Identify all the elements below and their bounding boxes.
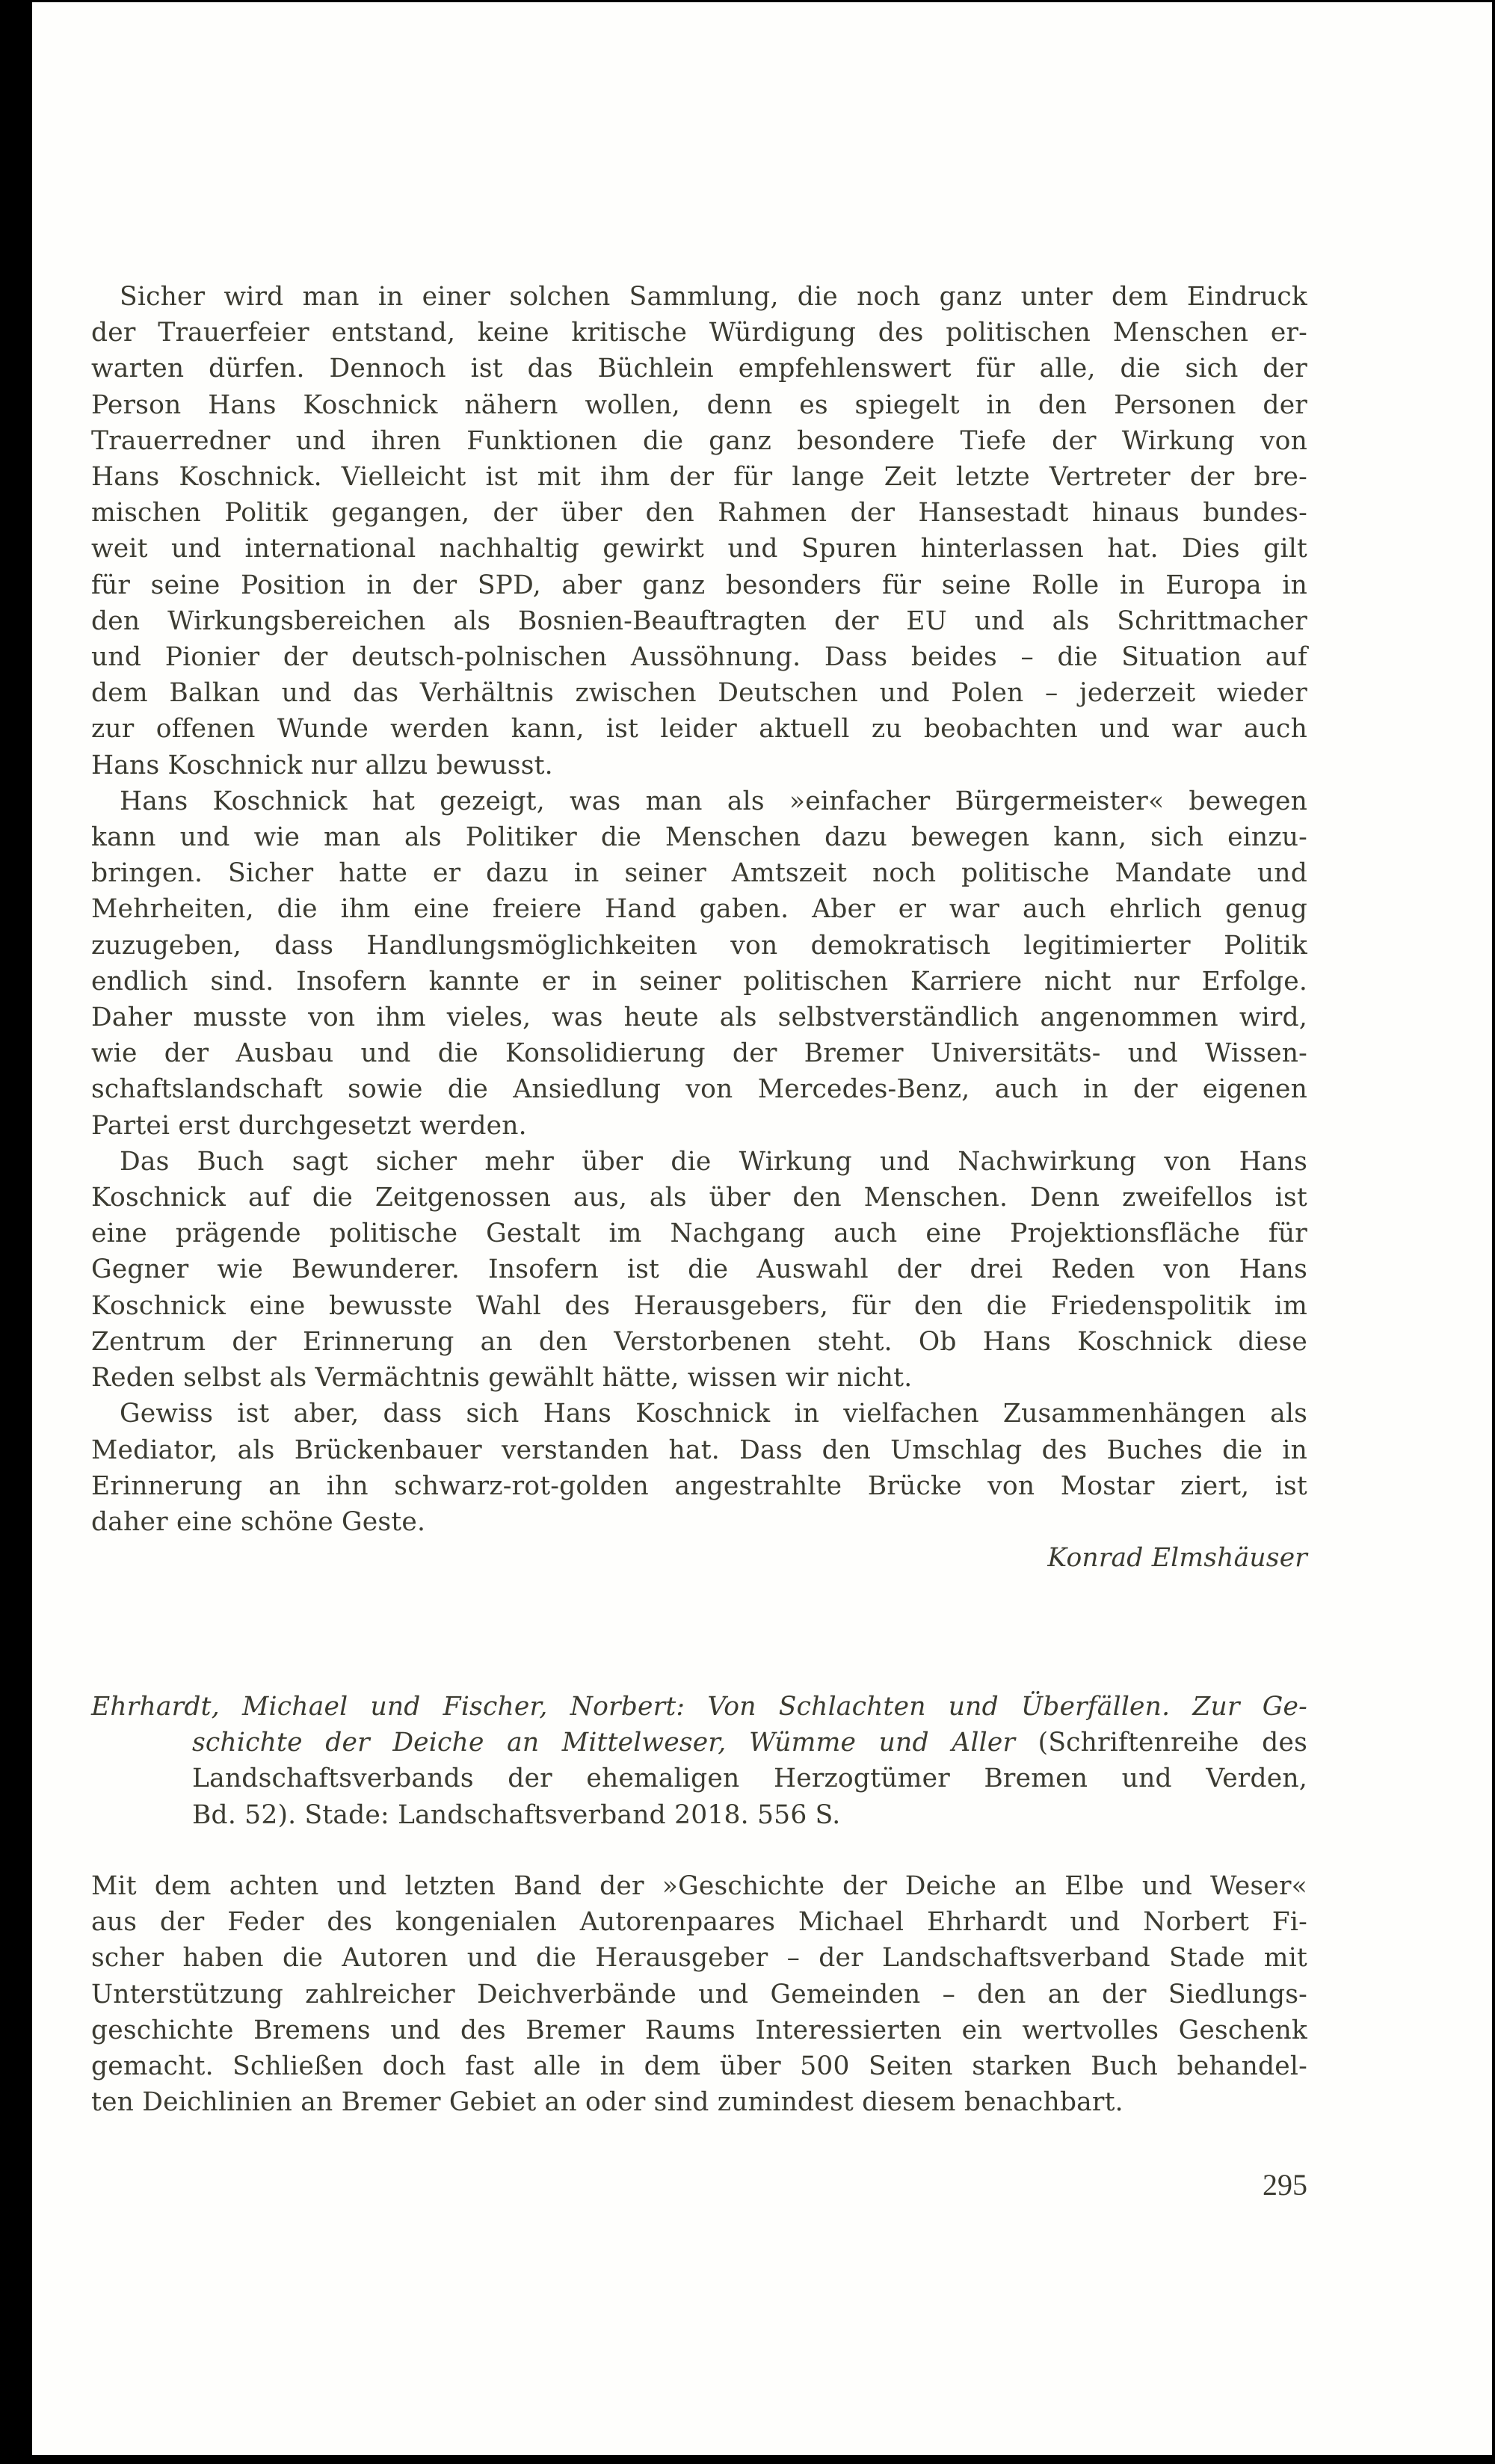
text-line: ten Deichlinien an Bremer Gebiet an oder sind zumindest diesem benachbart. xyxy=(91,2087,1123,2118)
text-line: Trauerredner und ihren Funktionen die ganz besondere Tiefe der Wirkung von xyxy=(91,425,1307,456)
text-line: Partei erst durchgesetzt werden. xyxy=(91,1110,527,1141)
text-line: Das Buch sagt sicher mehr über die Wirkung und Nachwirkung von Hans xyxy=(120,1146,1307,1177)
text-line: Unterstützung zahlreicher Deichverbände und Gemeinden – den an der Siedlungs- xyxy=(91,1979,1307,2009)
bib-title-italic: schichte der Deiche an Mittelweser, Wümme und Aller xyxy=(192,1728,1016,1758)
text-line: der Trauerfeier entstand, keine kritische Würdigung des politischen Menschen er- xyxy=(91,318,1307,348)
text-line: kann und wie man als Politiker die Menschen dazu bewegen kann, sich einzu- xyxy=(91,822,1307,853)
text-line: zur offenen Wunde werden kann, ist leider aktuell zu beobachten und war auch xyxy=(91,714,1307,745)
text-line: für seine Position in der SPD, aber ganz besonders für seine Rolle in Europa in xyxy=(91,570,1307,600)
bib-series: (Schriftenreihe des xyxy=(1015,1728,1307,1758)
text-line: Erinnerung an ihn schwarz-rot-golden angestrahlte Brücke von Mostar ziert, ist xyxy=(91,1470,1307,1501)
paragraph-2 xyxy=(91,783,1307,1144)
text-line: scher haben die Autoren und die Herausgeber – der Landschaftsverband Stade mit xyxy=(91,1943,1307,1974)
text-line: schaftslandschaft sowie die Ansiedlung von Mercedes-Benz, auch in der eigenen xyxy=(91,1074,1307,1105)
text-line: Zentrum der Erinnerung an den Verstorbenen steht. Ob Hans Koschnick diese xyxy=(91,1326,1307,1357)
bibliographic-entry xyxy=(91,1689,1307,1833)
text-line: Mediator, als Brückenbauer verstanden hat. Dass den Umschlag des Buches die in xyxy=(91,1435,1307,1465)
text-line: weit und international nachhaltig gewirkt und Spuren hinterlassen hat. Dies gilt xyxy=(91,534,1307,564)
text-line: Mit dem achten und letzten Band der »Geschichte der Deiche an Elbe und Weser« xyxy=(91,1871,1307,1901)
text-line: und Pionier der deutsch-polnischen Aussöhnung. Dass beides – die Situation auf xyxy=(91,642,1307,673)
paragraph-3 xyxy=(91,1144,1307,1396)
page-number: 295 xyxy=(1263,2168,1307,2202)
text-line: den Wirkungsbereichen als Bosnien-Beauftragten der EU und als Schrittmacher xyxy=(91,606,1307,636)
text-line: Reden selbst als Vermächtnis gewählt hätte, wissen wir nicht. xyxy=(91,1363,913,1393)
text-line: bringen. Sicher hatte er dazu in seiner Amtszeit noch politische Mandate und xyxy=(91,858,1307,889)
bib-line-4: Bd. 52). Stade: Landschaftsverband 2018. 556 S. xyxy=(192,1799,841,1830)
review-deiche xyxy=(91,1868,1307,2120)
paragraph-1 xyxy=(91,279,1307,783)
review-deiche-paragraph xyxy=(91,1868,1307,2120)
text-line: Daher musste von ihm vieles, was heute als selbstverständlich angenommen wird, xyxy=(91,1002,1307,1033)
text-line: wie der Ausbau und die Konsolidierung der Bremer Universitäts- und Wissen- xyxy=(91,1038,1307,1069)
bib-line-1: Ehrhardt, Michael und Fischer, Norbert: Von Schlachten und Überfällen. Zur Ge- xyxy=(91,1692,1307,1722)
text-line: eine prägende politische Gestalt im Nachgang auch eine Projektionsfläche für xyxy=(91,1219,1307,1249)
text-line: Sicher wird man in einer solchen Sammlung, die noch ganz unter dem Eindruck xyxy=(120,282,1307,312)
text-line: Gegner wie Bewunderer. Insofern ist die Auswahl der drei Reden von Hans xyxy=(91,1254,1307,1285)
text-line: gemacht. Schließen doch fast alle in dem über 500 Seiten starken Buch behandel- xyxy=(91,2051,1307,2082)
text-line: Person Hans Koschnick nähern wollen, denn es spiegelt in den Personen der xyxy=(91,389,1307,420)
text-line: Hans Koschnick nur allzu bewusst. xyxy=(91,750,553,780)
text-line: Koschnick eine bewusste Wahl des Herausgebers, für den die Friedenspolitik im xyxy=(91,1290,1307,1321)
review-author-signature: Konrad Elmshäuser xyxy=(1047,1543,1307,1574)
text-line: Koschnick auf die Zeitgenossen aus, als über den Menschen. Denn zweifellos ist xyxy=(91,1183,1307,1213)
text-line: warten dürfen. Dennoch ist das Büchlein empfehlenswert für alle, die sich der xyxy=(91,354,1307,384)
text-line: endlich sind. Insofern kannte er in seiner politischen Karriere nicht nur Erfolge. xyxy=(91,966,1307,997)
text-line: daher eine schöne Geste. xyxy=(91,1506,426,1537)
review-koschnick xyxy=(91,279,1307,1576)
text-line: geschichte Bremens und des Bremer Raums Interessierten ein wertvolles Geschenk xyxy=(91,2015,1307,2045)
text-line: dem Balkan und das Verhältnis zwischen Deutschen und Polen – jederzeit wieder xyxy=(91,678,1307,709)
text-line: Hans Koschnick. Vielleicht ist mit ihm der für lange Zeit letzte Vertreter der bre- xyxy=(91,462,1307,493)
bib-line-2 xyxy=(91,1725,1307,1761)
text-line: Gewiss ist aber, dass sich Hans Koschnick in vielfachen Zusammenhängen als xyxy=(120,1399,1307,1429)
text-line: mischen Politik gegangen, der über den Rahmen der Hansestadt hinaus bundes- xyxy=(91,498,1307,529)
bib-line-3: Landschaftsverbands der ehemaligen Herzogtümer Bremen und Verden, xyxy=(192,1764,1307,1794)
text-line: Mehrheiten, die ihm eine freiere Hand gaben. Aber er war auch ehrlich genug xyxy=(91,894,1307,925)
text-line: zuzugeben, dass Handlungsmöglichkeiten von demokratisch legitimierter Politik xyxy=(91,930,1307,961)
book-page xyxy=(32,2,1492,2455)
text-line: Hans Koschnick hat gezeigt, was man als »einfacher Bürgermeister« bewegen xyxy=(120,786,1307,816)
paragraph-4 xyxy=(91,1396,1307,1540)
text-line: aus der Feder des kongenialen Autorenpaares Michael Ehrhardt und Norbert Fi- xyxy=(91,1907,1307,1938)
